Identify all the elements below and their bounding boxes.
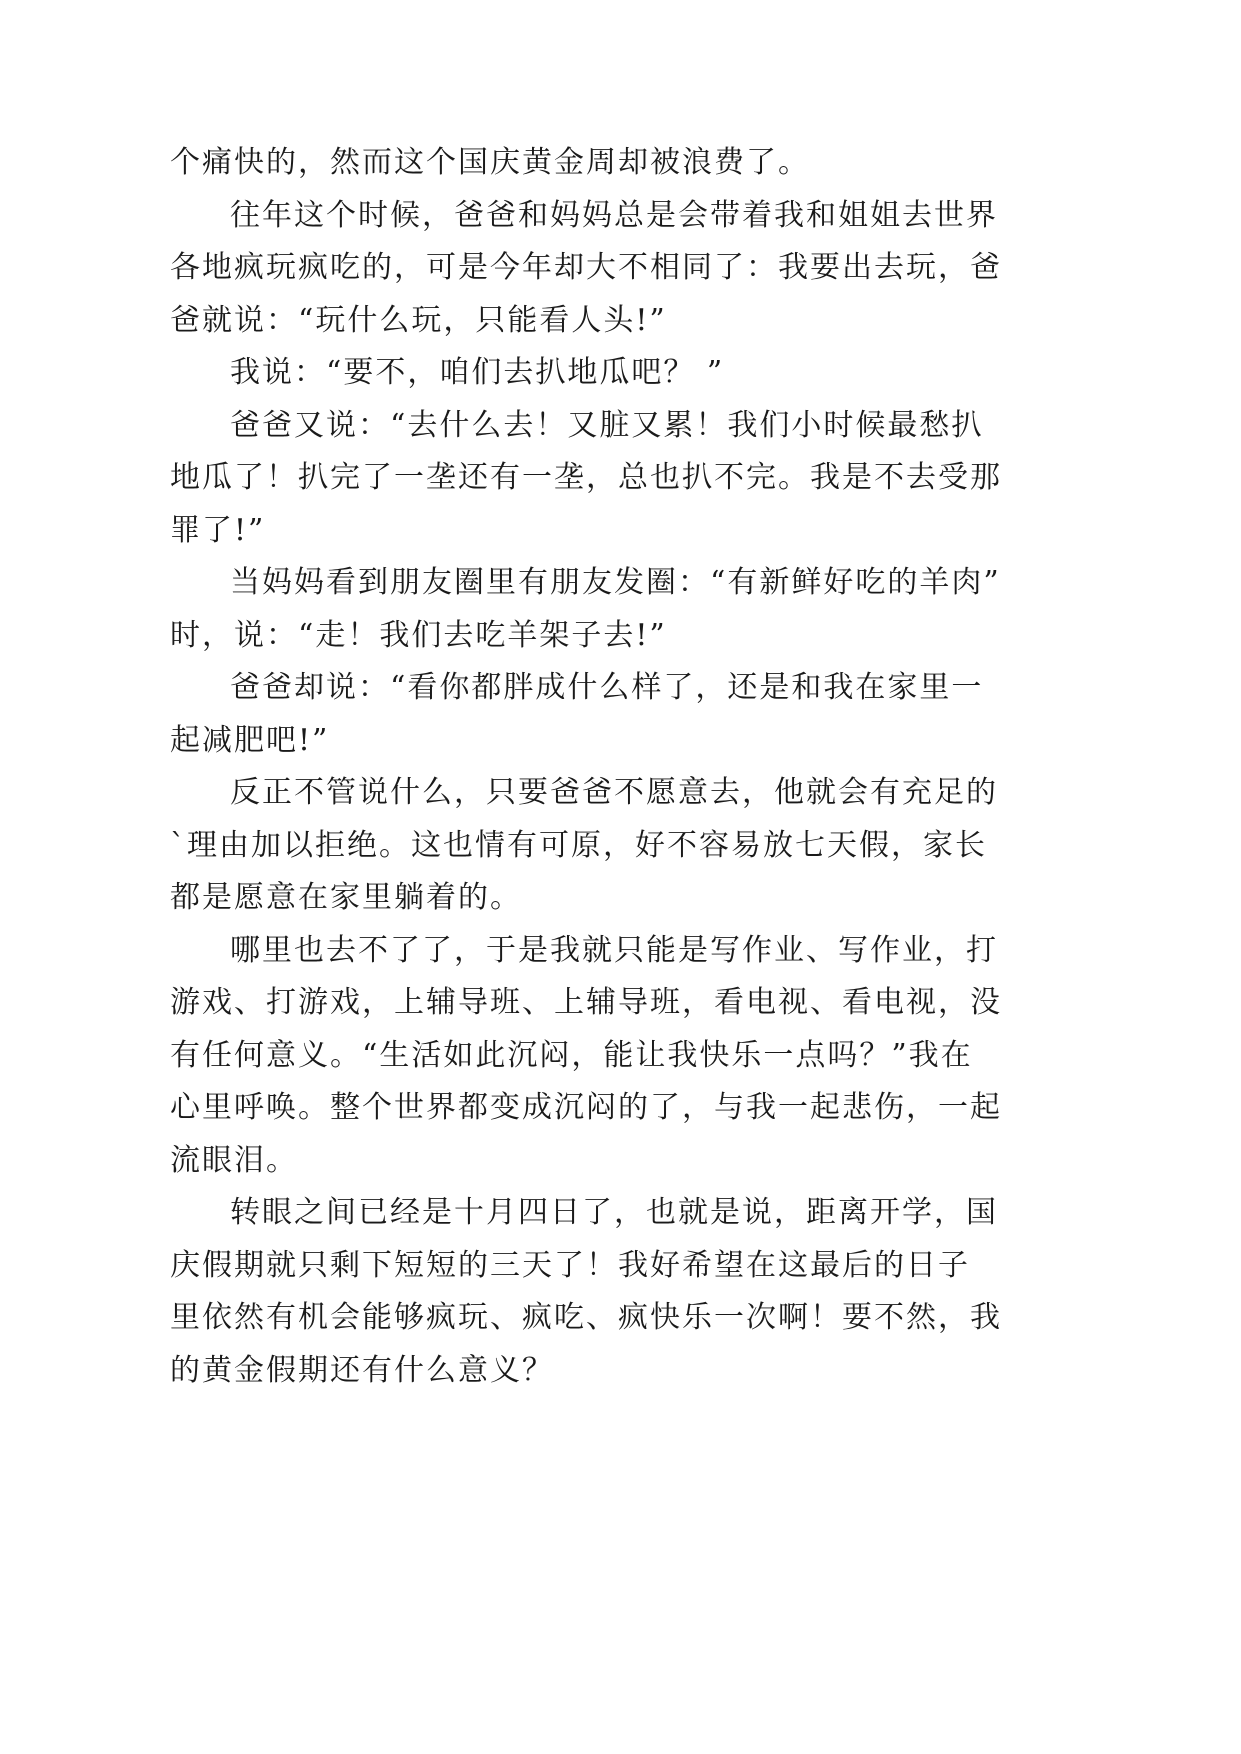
text-line: 个痛快的，然而这个国庆黄金周却被浪费了。 <box>170 145 810 180</box>
text-line: 的黄金假期还有什么意义？ <box>170 1352 554 1388</box>
text-line: 爸爸又说：“去什么去！又脏又累！我们小时候最愁扒 <box>230 407 984 443</box>
text-line: 有任何意义。“生活如此沉闷，能让我快乐一点吗？”我在 <box>170 1037 973 1073</box>
text-line: 地瓜了！扒完了一垄还有一垄，总也扒不完。我是不去受那 <box>170 460 1002 495</box>
text-line: 都是愿意在家里躺着的。 <box>170 880 522 915</box>
text-line: 爸就说：“玩什么玩，只能看人头!” <box>170 302 667 338</box>
text-line: 各地疯玩疯吃的，可是今年却大不相同了：我要出去玩，爸 <box>170 250 1002 285</box>
text-line: 心里呼唤。整个世界都变成沉闷的了，与我一起悲伤，一起 <box>170 1090 1002 1125</box>
body-text <box>170 137 1002 1397</box>
text-line: 爸爸却说：“看你都胖成什么样了，还是和我在家里一 <box>230 670 984 705</box>
text-line: 我说：“要不，咱们去扒地瓜吧？ ” <box>230 355 725 390</box>
text-line: 往年这个时候，爸爸和妈妈总是会带着我和姐姐去世界 <box>230 197 998 233</box>
text-line: 哪里也去不了了，于是我就只能是写作业、写作业，打 <box>230 932 998 968</box>
text-line: 当妈妈看到朋友圈里有朋友发圈：“有新鲜好吃的羊肉” <box>230 565 1001 600</box>
text-line: 庆假期就只剩下短短的三天了！我好希望在这最后的日子 <box>170 1247 970 1283</box>
text-line: 反正不管说什么，只要爸爸不愿意去，他就会有充足的 <box>230 775 998 810</box>
text-line: 起减肥吧!” <box>170 722 330 758</box>
text-line: 转眼之间已经是十月四日了，也就是说，距离开学，国 <box>230 1195 998 1230</box>
text-line: 罪了!” <box>170 512 266 548</box>
text-line: 流眼泪。 <box>170 1142 298 1178</box>
text-line: 时，说：“走！我们去吃羊架子去!” <box>170 617 667 653</box>
text-line: `理由加以拒绝。这也情有可原，好不容易放七天假，家长 <box>170 827 987 863</box>
text-line: 里依然有机会能够疯玩、疯吃、疯快乐一次啊！要不然，我 <box>170 1300 1002 1335</box>
text-line: 游戏、打游戏，上辅导班、上辅导班，看电视、看电视，没 <box>170 985 1002 1020</box>
